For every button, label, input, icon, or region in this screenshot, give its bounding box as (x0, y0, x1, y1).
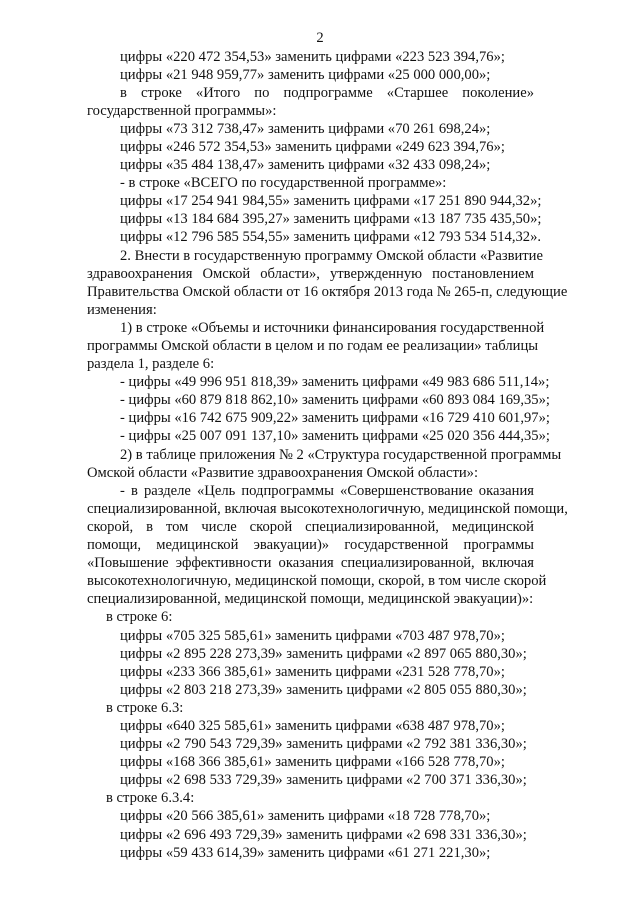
text-line: специализированной, медицинской помощи, медицинской эвакуации)»: (87, 591, 534, 608)
text-line: Омской области «Развитие здравоохранения Омской области»: (87, 464, 479, 481)
text-line: цифры «640 325 585,61» заменить цифрами «638 487 978,70»; (120, 717, 505, 734)
text-line: цифры «17 254 941 984,55» заменить цифрами «17 251 890 944,32»; (120, 193, 542, 210)
text-line: 1) в строке «Объемы и источники финансирования государственной (120, 319, 545, 336)
text-line: раздела 1, разделе 6: (87, 356, 215, 373)
text-line: специализированной, включая высокотехнологичную, медицинской помощи, (87, 500, 568, 517)
text-line: цифры «246 572 354,53» заменить цифрами «249 623 394,76»; (120, 138, 505, 155)
text-line: 2) в таблице приложения № 2 «Структура государственной программы (120, 446, 562, 463)
text-line: цифры «13 184 684 395,27» заменить цифрами «13 187 735 435,50»; (120, 211, 542, 228)
text-line: в строке 6.3: (106, 699, 184, 716)
text-line: цифры «2 696 493 729,39» заменить цифрами «2 698 331 336,30»; (120, 826, 527, 843)
text-line: - цифры «49 996 951 818,39» заменить цифрами «49 983 686 511,14»; (120, 374, 550, 391)
text-line: цифры «73 312 738,47» заменить цифрами «70 261 698,24»; (120, 120, 491, 137)
text-line: цифры «2 790 543 729,39» заменить цифрами «2 792 381 336,30»; (120, 736, 527, 753)
text-line: цифры «59 433 614,39» заменить цифрами «61 271 221,30»; (120, 844, 491, 861)
text-line: высокотехнологичную, медицинской помощи, скорой, в том числе скорой (87, 573, 547, 590)
text-line: цифры «220 472 354,53» заменить цифрами «223 523 394,76»; (120, 48, 505, 65)
text-line: цифры «2 698 533 729,39» заменить цифрами «2 700 371 336,30»; (120, 772, 527, 789)
text-line: в строке 6.3.4: (106, 790, 195, 807)
text-line: изменения: (87, 301, 157, 318)
text-line: государственной программы»: (87, 102, 277, 119)
text-line: цифры «2 803 218 273,39» заменить цифрами «2 805 055 880,30»; (120, 681, 527, 698)
text-line: цифры «233 366 385,61» заменить цифрами «231 528 778,70»; (120, 663, 505, 680)
text-line: скорой, в том числе скорой специализированной, медицинской (87, 518, 534, 535)
text-line: - цифры «60 879 818 862,10» заменить цифрами «60 893 084 169,35»; (120, 392, 550, 409)
document-body (0, 48, 640, 862)
page-number: 2 (316, 30, 324, 46)
text-line: 2. Внести в государственную программу Омской области «Развитие (120, 247, 543, 264)
text-line: цифры «168 366 385,61» заменить цифрами «166 528 778,70»; (120, 754, 505, 771)
text-line: - в строке «ВСЕГО по государственной программе»: (120, 175, 447, 192)
text-line: - цифры «16 742 675 909,22» заменить цифрами «16 729 410 601,97»; (120, 410, 550, 427)
text-line: в строке «Итого по подпрограмме «Старшее поколение» (120, 84, 534, 101)
text-line: цифры «705 325 585,61» заменить цифрами «703 487 978,70»; (120, 627, 505, 644)
text-line: цифры «2 895 228 273,39» заменить цифрами «2 897 065 880,30»; (120, 645, 527, 662)
text-line: цифры «35 484 138,47» заменить цифрами «32 433 098,24»; (120, 157, 491, 174)
text-line: «Повышение эффективности оказания специализированной, включая (87, 555, 534, 572)
text-line: цифры «12 796 585 554,55» заменить цифрами «12 793 534 514,32». (120, 229, 542, 246)
text-line: - в разделе «Цель подпрограммы «Совершенствование оказания (120, 482, 534, 499)
text-line: здравоохранения Омской области», утвержденную постановлением (87, 265, 534, 282)
text-line: программы Омской области в целом и по годам ее реализации» таблицы (87, 338, 539, 354)
text-line: цифры «21 948 959,77» заменить цифрами «25 000 000,00»; (120, 66, 491, 83)
text-line: Правительства Омской области от 16 октября 2013 года № 265-п, следующие (87, 283, 568, 300)
text-line: - цифры «25 007 091 137,10» заменить цифрами «25 020 356 444,35»; (120, 428, 550, 445)
text-line: помощи, медицинской эвакуации)» государственной программы (87, 537, 534, 554)
text-line: цифры «20 566 385,61» заменить цифрами «18 728 778,70»; (120, 808, 491, 825)
text-line: в строке 6: (106, 609, 173, 626)
